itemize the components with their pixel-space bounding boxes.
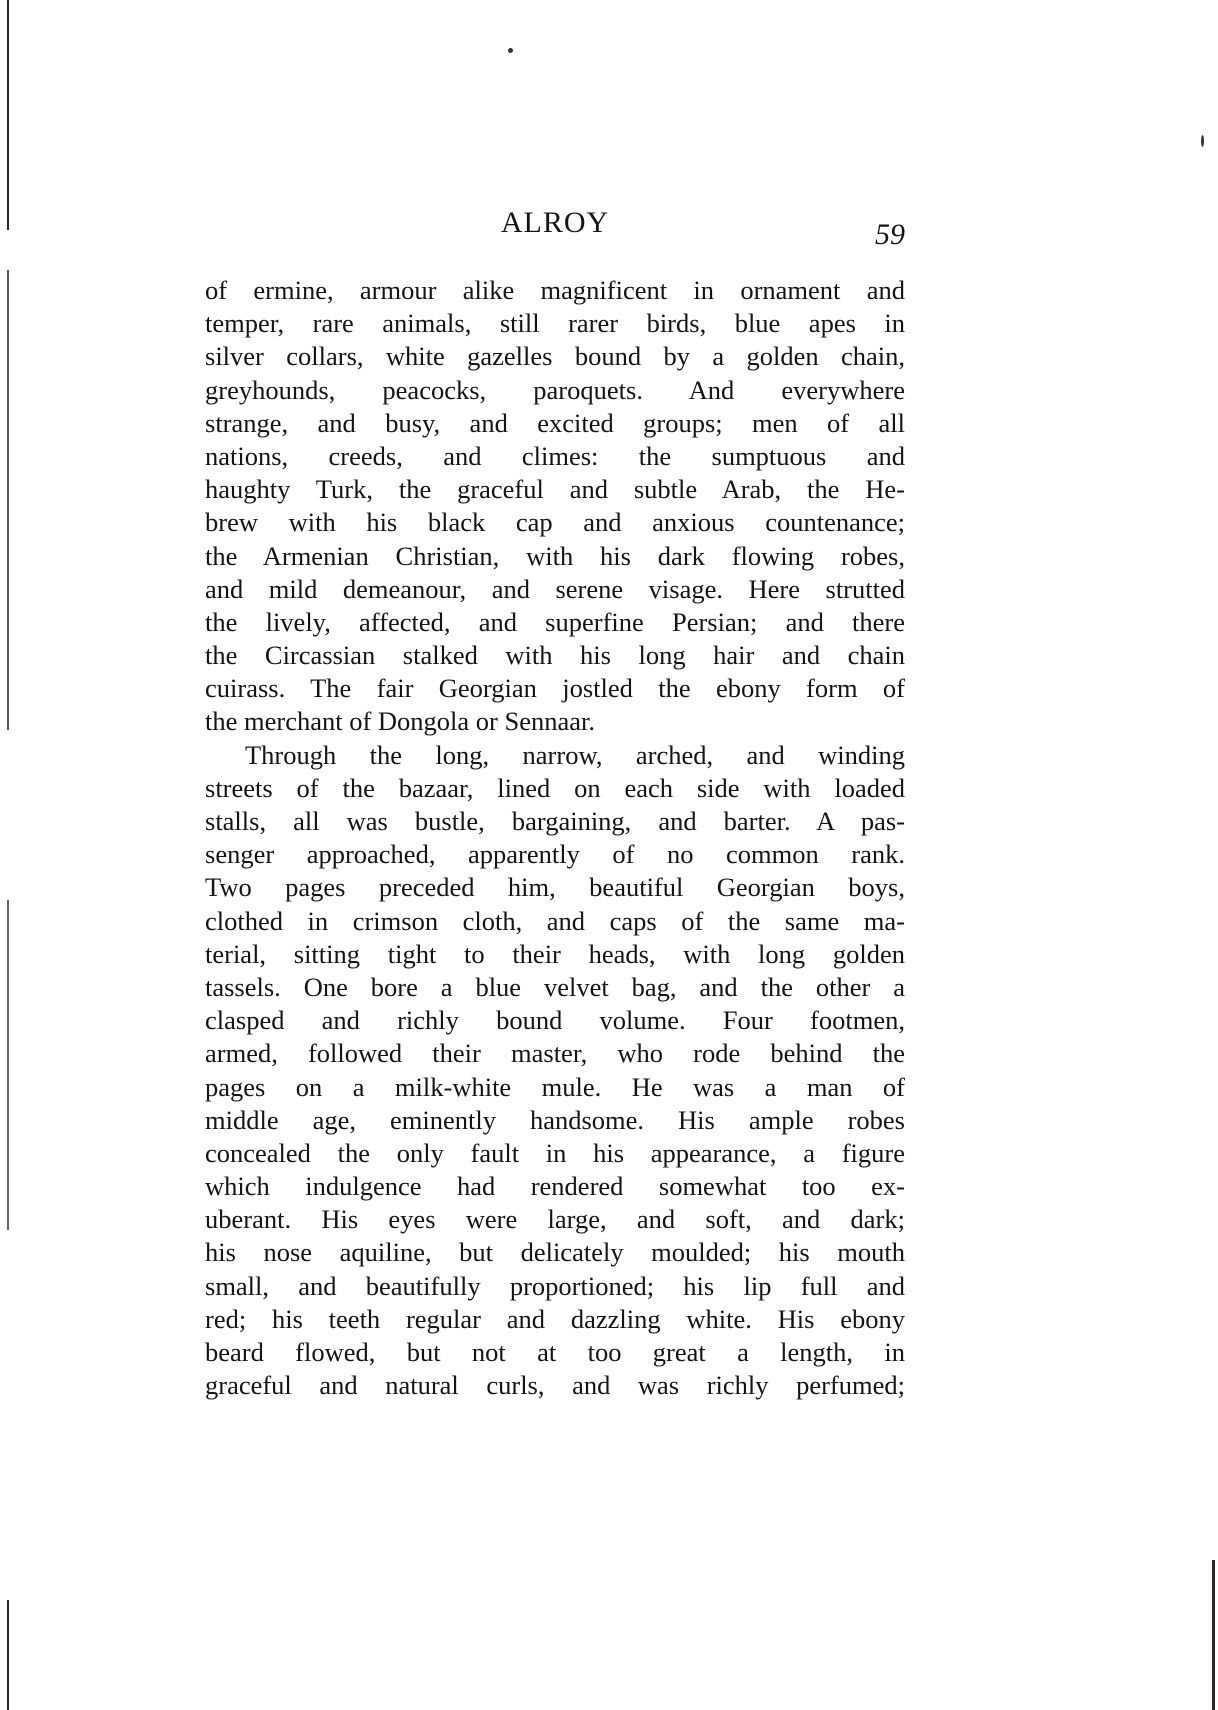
paragraph bbox=[205, 739, 905, 1403]
text-line: temper, rare animals, still rarer birds, blue apes in bbox=[205, 308, 905, 339]
text-line: cuirass. The fair Georgian jostled the ebony form of bbox=[205, 673, 905, 704]
left-scan-edge bbox=[7, 270, 9, 730]
text-line: the lively, affected, and superfine Persian; and there bbox=[205, 606, 905, 637]
left-scan-edge bbox=[7, 900, 9, 1230]
text-line: small, and beautifully proportioned; his lip full and bbox=[205, 1270, 905, 1301]
text-line: middle age, eminently handsome. His ample robes bbox=[205, 1104, 905, 1135]
text-line: uberant. His eyes were large, and soft, and dark; bbox=[205, 1204, 905, 1235]
text-line: greyhounds, peacocks, paroquets. And everywhere bbox=[205, 374, 905, 405]
text-line: clothed in crimson cloth, and caps of the same ma- bbox=[205, 905, 905, 936]
running-head bbox=[205, 206, 905, 251]
body-text bbox=[205, 274, 905, 1402]
text-line: clasped and richly bound volume. Four footmen, bbox=[205, 1005, 905, 1036]
text-line: brew with his black cap and anxious countenance; bbox=[205, 507, 905, 538]
page-number: 59 bbox=[875, 218, 905, 251]
text-line: the Armenian Christian, with his dark flowing robes, bbox=[205, 540, 905, 571]
text-line: streets of the bazaar, lined on each side with loaded bbox=[205, 772, 905, 803]
text-line: pages on a milk-white mule. He was a man of bbox=[205, 1071, 905, 1102]
paragraph bbox=[205, 274, 905, 739]
scan-speck bbox=[508, 48, 513, 53]
scan-speck bbox=[1201, 135, 1204, 147]
text-line: of ermine, armour alike magnificent in ornament and bbox=[205, 275, 905, 305]
text-line: stalls, all was bustle, bargaining, and barter. A pas- bbox=[205, 806, 905, 836]
text-line: his nose aquiline, but delicately moulded; his mouth bbox=[205, 1237, 905, 1268]
text-line: Two pages preceded him, beautiful Georgian boys, bbox=[205, 872, 905, 903]
running-title: ALROY bbox=[500, 206, 610, 239]
text-line: beard flowed, but not at too great a length, in bbox=[205, 1337, 905, 1367]
text-line: graceful and natural curls, and was richly perfumed; bbox=[205, 1370, 905, 1401]
text-line: Through the long, narrow, arched, and winding bbox=[245, 739, 905, 770]
text-line: red; his teeth regular and dazzling white. His ebony bbox=[205, 1303, 905, 1334]
text-line: tassels. One bore a blue velvet bag, and the other a bbox=[205, 971, 905, 1002]
text-line: silver collars, white gazelles bound by a golden chain, bbox=[205, 341, 905, 372]
text-line: terial, sitting tight to their heads, with long golden bbox=[205, 938, 905, 969]
text-line: concealed the only fault in his appearance, a figure bbox=[205, 1137, 905, 1168]
text-line: strange, and busy, and excited groups; men of all bbox=[205, 407, 905, 438]
text-line: the merchant of Dongola or Sennaar. bbox=[205, 706, 596, 737]
text-line: the Circassian stalked with his long hair and chain bbox=[205, 640, 905, 671]
text-line: which indulgence had rendered somewhat too ex- bbox=[205, 1171, 905, 1202]
left-scan-edge bbox=[7, 1600, 9, 1710]
text-line: haughty Turk, the graceful and subtle Arab, the He- bbox=[205, 474, 905, 505]
right-scan-edge bbox=[1212, 1560, 1215, 1710]
text-line: nations, creeds, and climes: the sumptuous and bbox=[205, 440, 905, 471]
text-line: and mild demeanour, and serene visage. Here strutted bbox=[205, 573, 905, 604]
left-scan-edge bbox=[7, 0, 9, 230]
text-line: armed, followed their master, who rode behind the bbox=[205, 1038, 905, 1069]
text-line: senger approached, apparently of no common rank. bbox=[205, 839, 905, 870]
